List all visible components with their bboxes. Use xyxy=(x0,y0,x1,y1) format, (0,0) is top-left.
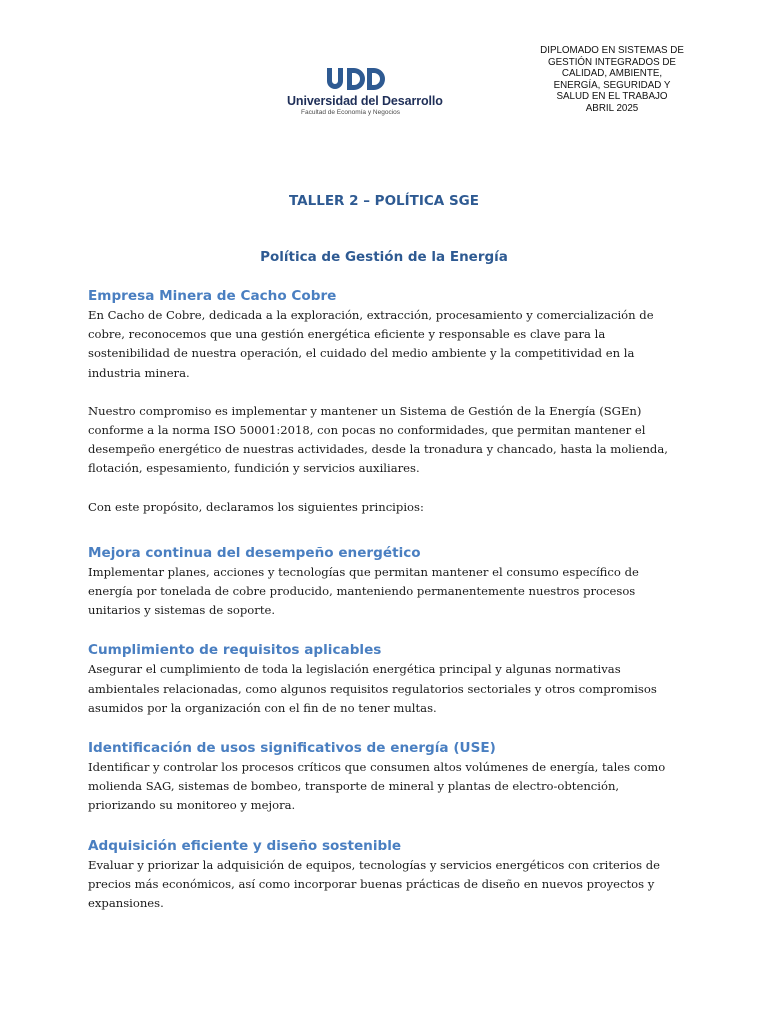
header-date: ABRIL 2025 xyxy=(585,102,639,114)
section-heading: Mejora continua del desempeño energético xyxy=(88,544,421,561)
section-heading: Cumplimiento de requisitos aplicables xyxy=(88,642,382,659)
paragraph-line: Asegurar el cumplimiento de toda la legislación energética principal y algunas normativas xyxy=(88,662,621,677)
paragraph-line: Nuestro compromiso es implementar y mantener un Sistema de Gestión de la Energía (SGEn) xyxy=(88,403,642,418)
paragraph-line: Con este propósito, declaramos los siguientes principios: xyxy=(88,499,424,514)
section-heading: Empresa Minera de Cacho Cobre xyxy=(88,288,337,304)
paragraph-line: asumidos por la organización con el fin de no tener multas. xyxy=(88,700,437,715)
paragraph xyxy=(88,856,688,914)
paragraph-line: desempeño energético de nuestras actividades, desde la tronadura y chancado, hasta la molienda, xyxy=(88,442,668,457)
document-subtitle: Política de Gestión de la Energía xyxy=(260,249,508,265)
paragraph xyxy=(88,758,688,816)
paragraph xyxy=(88,402,688,479)
paragraph-line: Evaluar y priorizar la adquisición de equipos, tecnologías y servicios energéticos con criterios de xyxy=(88,857,661,872)
paragraph-line: expansiones. xyxy=(88,896,164,911)
udd-logo-mark-icon xyxy=(287,66,417,92)
paragraph-line: industria minera. xyxy=(88,365,190,380)
paragraph-line: molienda SAG, sistemas de bombeo, transporte de mineral y plantas de electro-obtención, xyxy=(88,779,620,794)
paragraph-line: precios más económicos, así como incorporar buenas prácticas de diseño en nuevos proyectos y xyxy=(88,876,655,891)
section-company xyxy=(88,286,688,517)
document-body xyxy=(88,286,688,913)
header-line: DIPLOMADO EN SISTEMAS DE xyxy=(540,45,684,56)
paragraph xyxy=(88,660,688,718)
paragraph xyxy=(88,563,688,621)
section-procurement xyxy=(88,836,688,914)
paragraph-line: priorizando su monitoreo y mejora. xyxy=(88,798,296,813)
header-line: CALIDAD, AMBIENTE, xyxy=(561,68,663,80)
section-compliance xyxy=(88,640,688,718)
header-line: SALUD EN EL TRABAJO xyxy=(556,91,668,103)
paragraph-line: ambientales relacionadas, como algunos requisitos regulatorios sectoriales y otros compromisos xyxy=(88,681,657,696)
paragraph-line: cobre, reconocemos que una gestión energética eficiente y responsable es clave para la xyxy=(88,327,606,342)
university-logo xyxy=(287,66,443,116)
section-heading: Adquisición eficiente y diseño sostenible xyxy=(88,837,402,854)
header-course-info xyxy=(527,45,697,115)
section-significant-uses xyxy=(88,738,688,816)
paragraph-line: energía por tonelada de cobre producido, manteniendo permanentemente nuestros procesos xyxy=(88,584,636,599)
paragraph-line: Implementar planes, acciones y tecnologías que permitan mantener el consumo específico de xyxy=(88,564,639,579)
logo-subtitle: Facultad de Economía y Negocios xyxy=(301,109,400,116)
paragraph-line: unitarios y sistemas de soporte. xyxy=(88,603,276,618)
paragraph-line: En Cacho de Cobre, dedicada a la exploración, extracción, procesamiento y comercialización de xyxy=(88,308,654,322)
header-line: ENERGÍA, SEGURIDAD Y xyxy=(553,79,671,91)
paragraph xyxy=(88,306,688,383)
document-title: TALLER 2 – POLÍTICA SGE xyxy=(289,193,479,209)
header-line: GESTIÓN INTEGRADOS DE xyxy=(548,56,676,68)
paragraph-line: sostenibilidad de nuestra operación, el cuidado del medio ambiente y la competitividad en la xyxy=(88,346,635,361)
paragraph-line: Identificar y controlar los procesos críticos que consumen altos volúmenes de energía, tales como xyxy=(88,760,666,775)
section-continuous-improvement xyxy=(88,543,688,621)
paragraph-line: conforme a la norma ISO 50001:2018, con pocas no conformidades, que permitan mantener el xyxy=(88,423,646,438)
logo-name: Universidad del Desarrollo xyxy=(287,94,443,108)
paragraph xyxy=(88,498,688,517)
section-heading: Identificación de usos significativos de energía (USE) xyxy=(88,740,496,757)
paragraph-line: flotación, espesamiento, fundición y servicios auxiliares. xyxy=(88,461,420,476)
